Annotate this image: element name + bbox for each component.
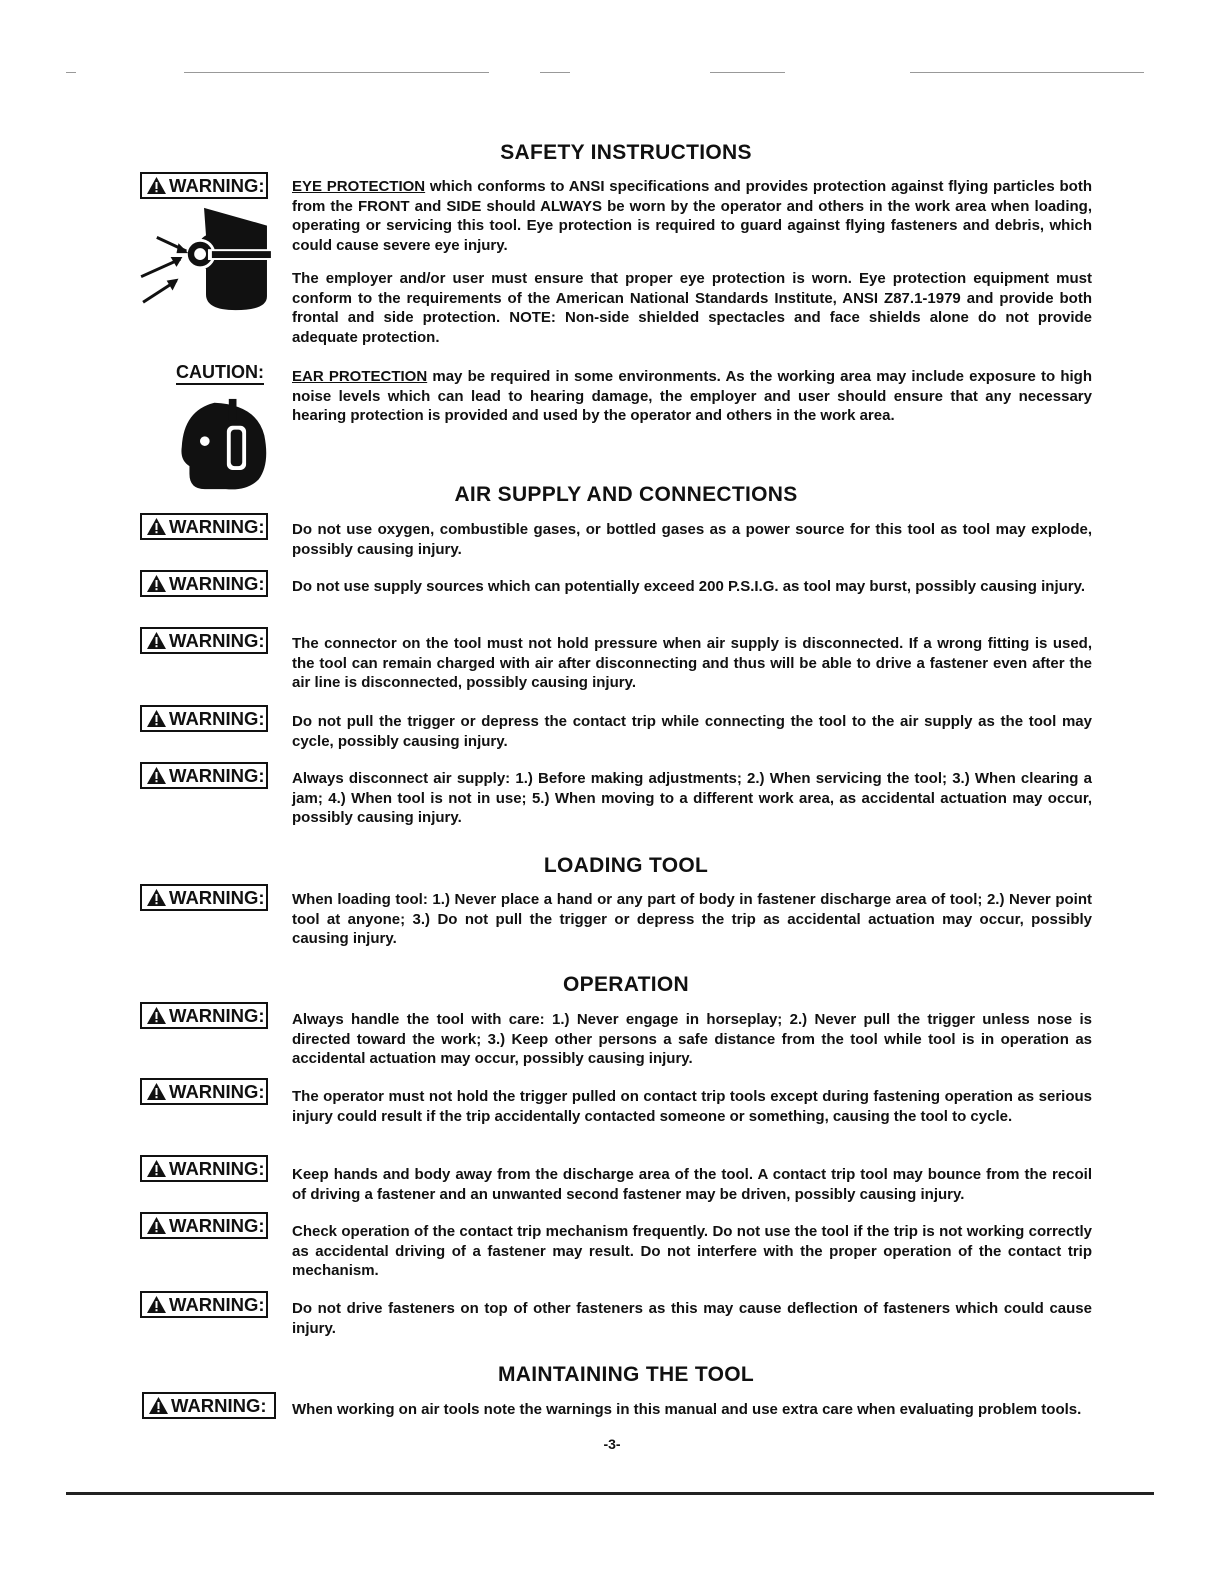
warning-label: WARNING: [140, 884, 268, 911]
warning-label: WARNING: [140, 1155, 268, 1182]
warning-triangle-icon [146, 709, 167, 728]
warning-label: WARNING: [140, 1212, 268, 1239]
warning-label: WARNING: [140, 1078, 268, 1105]
operation-warning-4-text: Check operation of the contact trip mechanism frequently. Do not use the tool if the trip is not working correctly as accidental driving of a fastener may result. Do not interfere with the proper operation of the contact trip mechanism. [292, 1223, 1092, 1279]
warning-label: WARNING: [140, 762, 268, 789]
eye-protection-icon [136, 200, 276, 318]
bottom-rule [66, 1492, 1154, 1495]
top-rule [66, 72, 76, 73]
top-rule [910, 72, 1144, 73]
warning-triangle-icon [146, 176, 167, 195]
section-heading-air: AIR SUPPLY AND CONNECTIONS [454, 483, 798, 506]
warning-label: WARNING: [142, 1392, 276, 1419]
warning-triangle-icon [146, 574, 167, 593]
warning-label: WARNING: [140, 1291, 268, 1318]
warning-label: WARNING: [140, 705, 268, 732]
warning-label: WARNING: [140, 627, 268, 654]
top-rule [184, 72, 489, 73]
warning-triangle-icon [146, 631, 167, 650]
caution-label: CAUTION: [176, 362, 264, 383]
ear-protection-icon [176, 396, 272, 494]
section-heading-operation: OPERATION [563, 973, 689, 996]
warning-triangle-icon [146, 766, 167, 785]
section-heading-safety: SAFETY INSTRUCTIONS [500, 141, 752, 164]
warning-triangle-icon [146, 1216, 167, 1235]
warning-label: WARNING: [140, 570, 268, 597]
warning-triangle-icon [146, 1295, 167, 1314]
warning-triangle-icon [146, 888, 167, 907]
top-rule [540, 72, 570, 73]
warning-triangle-icon [146, 1082, 167, 1101]
operation-warning-2-text: The operator must not hold the trigger pulled on contact trip tools except during fastening operation as serious injury could result if the trip accidentally contacted someone or something, causing the tool to cycle. [292, 1088, 1092, 1125]
warning-triangle-icon [146, 1006, 167, 1025]
eye-protection-text-1: EYE PROTECTION which conforms to ANSI specifications and provides protection against flying particles both from the FRONT and SIDE should ALWAYS be worn by the operator and others in the work area when loading, operating or servicing this tool. Eye protection is required to guard against flying fasteners and debris, which could cause severe eye injury. [292, 178, 1092, 254]
loading-warning-text: When loading tool: 1.) Never place a hand or any part of body in fastener discharge area of tool; 2.) Never point tool at anyone; 3.) Do not pull the trigger or depress the trip as accidental actuation may occur, possibly causing injury. [292, 891, 1092, 947]
warning-triangle-icon [146, 517, 167, 536]
air-warning-1-text: Do not use oxygen, combustible gases, or bottled gases as a power source for this tool as tool may explode, possibly causing injury. [292, 521, 1092, 558]
air-warning-4-text: Do not pull the trigger or depress the contact trip while connecting the tool to the air supply as the tool may cycle, possibly causing injury. [292, 713, 1092, 750]
eye-protection-text-2: The employer and/or user must ensure that proper eye protection is worn. Eye protection equipment must conform to the requirements of the American National Standards Institute, ANSI Z87.1-1979 and provide both frontal and side protection. NOTE: Non-side shielded spectacles and face shields alone do not provide adequate protection. [292, 270, 1092, 346]
operation-warning-3-text: Keep hands and body away from the discharge area of the tool. A contact trip tool may bounce from the recoil of driving a fastener and an unwanted second fastener may be driven, possibly causing injury. [292, 1166, 1092, 1203]
operation-warning-5-text: Do not drive fasteners on top of other fasteners as this may cause deflection of fasteners which could cause injury. [292, 1300, 1092, 1337]
air-warning-5-text: Always disconnect air supply: 1.) Before making adjustments; 2.) When servicing the tool; 3.) When clearing a jam; 4.) When tool is not in use; 5.) When moving to a different work area, as accidental actuation may occur, possibly causing injury. [292, 770, 1092, 826]
top-rule [710, 72, 785, 73]
eye-protection-heading: EYE PROTECTION [292, 178, 426, 195]
ear-protection-text: EAR PROTECTION may be required in some environments. As the working area may include exposure to high noise levels which can lead to hearing damage, the employer and user should ensure that any necessary hearing protection is provided and used by the operator and others in the work area. [292, 368, 1092, 424]
warning-label: WARNING: [140, 172, 268, 199]
page-number: -3- [603, 1436, 621, 1452]
air-warning-3-text: The connector on the tool must not hold pressure when air supply is disconnected. If a wrong fitting is used, the tool can remain charged with air after disconnecting and thus will be able to drive a fastener even after the air line is disconnected, possibly causing injury. [292, 635, 1092, 691]
warning-triangle-icon [146, 1159, 167, 1178]
warning-triangle-icon [148, 1396, 169, 1415]
maintaining-warning-text: When working on air tools note the warnings in this manual and use extra care when evaluating problem tools. [292, 1401, 1082, 1418]
warning-label: WARNING: [140, 1002, 268, 1029]
ear-protection-heading: EAR PROTECTION [292, 368, 428, 385]
section-heading-maintaining: MAINTAINING THE TOOL [497, 1363, 755, 1386]
section-heading-loading: LOADING TOOL [543, 854, 709, 877]
air-warning-2-text: Do not use supply sources which can potentially exceed 200 P.S.I.G. as tool may burst, possibly causing injury. [292, 578, 1086, 595]
operation-warning-1-text: Always handle the tool with care: 1.) Never engage in horseplay; 2.) Never pull the trigger unless nose is directed toward the work; 3.) Keep other persons a safe distance from the tool while tool is in operation as accidental actuation may occur, possibly causing injury. [292, 1011, 1092, 1067]
warning-label: WARNING: [140, 513, 268, 540]
